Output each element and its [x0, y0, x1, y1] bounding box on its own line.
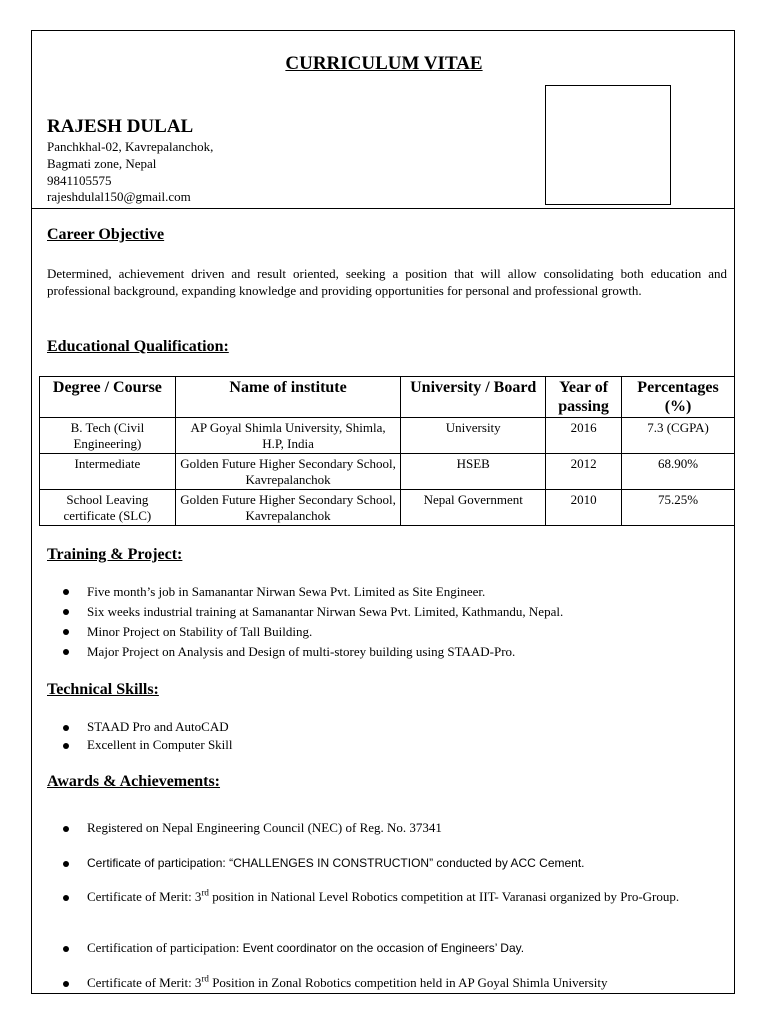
ordinal-suffix: rd	[201, 973, 209, 984]
table-cell: Golden Future Higher Secondary School, Kavrepalanchok	[175, 454, 401, 490]
award-text	[87, 889, 727, 905]
table-cell: 75.25%	[622, 490, 735, 526]
table-cell: B. Tech (Civil Engineering)	[40, 418, 176, 454]
table-cell: Nepal Government	[401, 490, 546, 526]
phone-number: 9841105575	[47, 173, 112, 188]
ordinal-suffix: rd	[201, 887, 209, 898]
skills-list	[47, 718, 233, 754]
table-cell: 2012	[546, 454, 622, 490]
table-cell: 7.3 (CGPA)	[622, 418, 735, 454]
bullet-icon	[63, 981, 69, 987]
education-table	[39, 376, 735, 526]
list-item	[47, 582, 563, 602]
award-detail: “CHALLENGES IN CONSTRUCTION” conducted by ACC Cement.	[229, 856, 585, 870]
table-cell: Intermediate	[40, 454, 176, 490]
table-cell: 2016	[546, 418, 622, 454]
bullet-icon	[63, 895, 69, 901]
column-header: Year of passing	[546, 377, 622, 418]
list-item-text: Five month’s job in Samanantar Nirwan Sewa Pvt. Limited as Site Engineer.	[87, 584, 486, 599]
award-text: Registered on Nepal Engineering Council (NEC) of Reg. No. 37341	[87, 820, 442, 835]
table-cell: Golden Future Higher Secondary School, Kavrepalanchok	[175, 490, 401, 526]
list-item-text: Excellent in Computer Skill	[87, 737, 233, 752]
document-title: CURRICULUM VITAE	[285, 53, 483, 74]
column-header: Percentages (%)	[622, 377, 735, 418]
header-divider	[31, 208, 735, 209]
list-item-text: STAAD Pro and AutoCAD	[87, 719, 229, 734]
column-header: Degree / Course	[40, 377, 176, 418]
bullet-icon	[63, 649, 69, 655]
table-header-row	[40, 377, 735, 418]
bullet-icon	[63, 609, 69, 615]
training-list	[47, 582, 563, 662]
bullet-icon	[63, 589, 69, 595]
table-row	[40, 418, 735, 454]
email-address: rajeshdulal150@gmail.com	[47, 189, 191, 204]
career-objective-text: Determined, achievement driven and result oriented, seeking a position that will allow consolidating both education and professional background, expanding knowledge and providing opportunities for personal and professional growth.	[47, 266, 727, 298]
award-prefix: Certificate of participation:	[87, 856, 230, 870]
table-cell: School Leaving certificate (SLC)	[40, 490, 176, 526]
bullet-icon	[63, 826, 69, 832]
photo-placeholder	[545, 85, 671, 205]
list-item-text: Minor Project on Stability of Tall Building.	[87, 624, 313, 639]
bullet-icon	[63, 946, 69, 952]
bullet-icon	[63, 743, 69, 749]
technical-skills-heading: Technical Skills:	[47, 681, 159, 698]
list-item	[47, 642, 563, 662]
list-item	[47, 718, 233, 736]
list-item	[47, 622, 563, 642]
address-line-2: Bagmati zone, Nepal	[47, 156, 157, 171]
table-cell: AP Goyal Shimla University, Shimla, H.P, India	[175, 418, 401, 454]
list-item-text: Major Project on Analysis and Design of multi-storey building using STAAD-Pro.	[87, 644, 516, 659]
award-detail: position in National Level Robotics competition at IIT- Varanasi organized by Pro-Group.	[208, 889, 680, 904]
training-heading: Training & Project:	[47, 546, 183, 563]
award-prefix: Certification of participation:	[87, 940, 243, 955]
award-prefix: Certificate of Merit: 3	[87, 889, 202, 904]
award-text	[87, 975, 727, 991]
list-item	[47, 736, 233, 754]
bullet-icon	[63, 629, 69, 635]
column-header: Name of institute	[175, 377, 401, 418]
bullet-icon	[63, 861, 69, 867]
award-text	[87, 855, 727, 871]
award-detail: Event coordinator on the occasion of Engineers’ Day.	[242, 941, 525, 955]
career-objective-heading: Career Objective	[47, 226, 165, 243]
table-row	[40, 454, 735, 490]
table-row	[40, 490, 735, 526]
table-cell: 2010	[546, 490, 622, 526]
education-heading: Educational Qualification:	[47, 338, 229, 355]
column-header: University / Board	[401, 377, 546, 418]
bullet-icon	[63, 725, 69, 731]
award-detail: Position in Zonal Robotics competition held in AP Goyal Shimla University	[208, 975, 608, 990]
table-cell: 68.90%	[622, 454, 735, 490]
list-item-text: Six weeks industrial training at Samanantar Nirwan Sewa Pvt. Limited, Kathmandu, Nepal.	[87, 604, 564, 619]
award-prefix: Certificate of Merit: 3	[87, 975, 202, 990]
award-text	[87, 940, 727, 956]
table-cell: HSEB	[401, 454, 546, 490]
candidate-name: RAJESH DULAL	[47, 116, 194, 137]
address-line-1: Panchkhal-02, Kavrepalanchok,	[47, 139, 214, 154]
table-cell: University	[401, 418, 546, 454]
list-item	[47, 602, 563, 622]
awards-heading: Awards & Achievements:	[47, 773, 221, 790]
